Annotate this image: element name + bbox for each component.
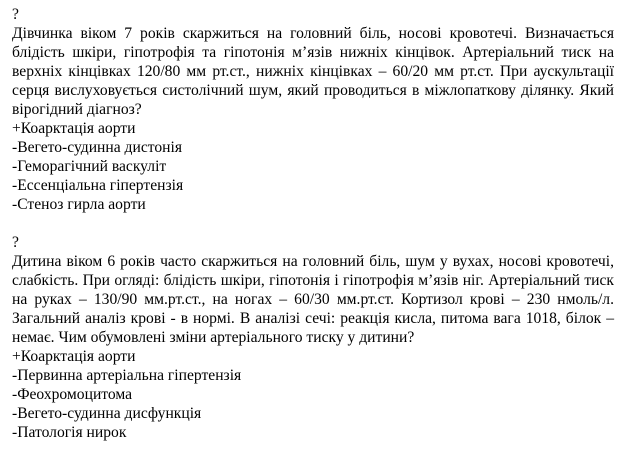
question-stem: Дівчинка віком 7 років скаржиться на головний біль, носові кровотечі. Визначається блідість шкіри, гіпотрофія та гіпотонія м’язів нижніх кінцівок. Артеріальний тиск на верхніх кінцівках 120/80 мм рт.ст., нижніх кінцівках – 60/20 мм рт.ст. При аускультації серця вислуховується систолічний шум, який проводиться в міжлопаткову ділянку. Який вірогідний діагноз? <box>12 25 614 118</box>
answer-option: -Стеноз гирла аорти <box>12 196 146 213</box>
blank-line <box>12 214 614 233</box>
question-marker: ? <box>12 234 19 251</box>
answer-option: -Первинна артеріальна гіпертензія <box>12 367 242 384</box>
question-stem: Дитина віком 6 років часто скаржиться на головний біль, шум у вухах, носові кровотечі, слабкість. При огляді: блідість шкіри, гіпотонія і гіпотрофія м’язів ніг. Артеріальний тиск на руках – 130/90 мм.рт.ст., на ногах – 60/30 мм.рт.ст. Кортизол крові – 230 нмоль/л. Загальний аналіз крові - в нормі. В аналізі сечі: реакція кисла, питома вага 1018, білок – немає. Чим обумовлені зміни артеріального тиску у дитини? <box>12 253 614 346</box>
answer-option: -Ессенціальна гіпертензія <box>12 177 184 194</box>
question-block-1 <box>12 5 614 214</box>
answer-option: -Вегето-судинна дисфункція <box>12 405 202 422</box>
answer-option: -Феохромоцитома <box>12 386 133 403</box>
answer-option: -Геморагічний васкуліт <box>12 158 167 175</box>
answer-option: -Патологія нирок <box>12 424 127 441</box>
document-body <box>12 5 614 442</box>
answer-option-correct: +Коарктація аорти <box>12 120 136 137</box>
answer-option: -Вегето-судинна дистонія <box>12 139 183 156</box>
question-marker: ? <box>12 6 19 23</box>
question-block-2 <box>12 233 614 442</box>
answer-option-correct: +Коарктація аорти <box>12 348 136 365</box>
